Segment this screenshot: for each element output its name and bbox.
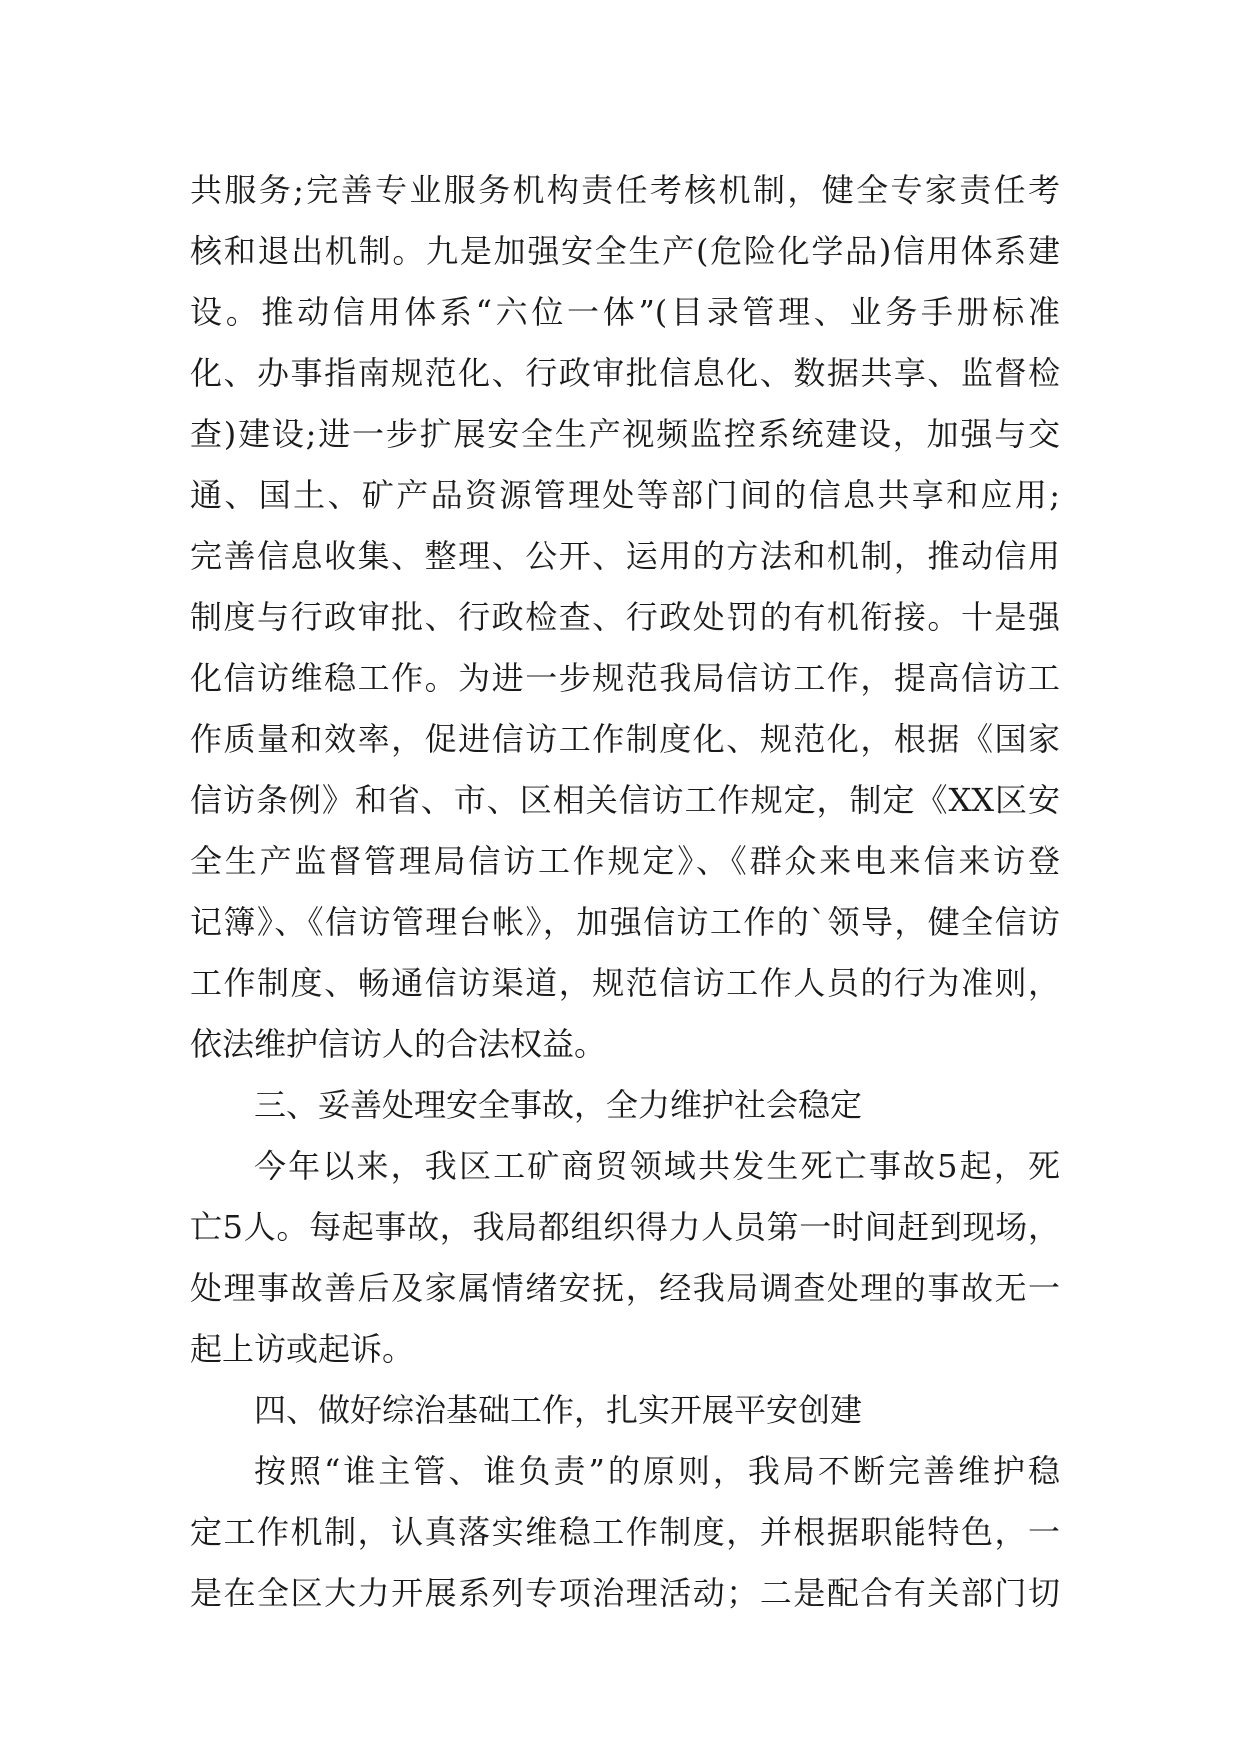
text-line: 设。推动信用体系“六位一体”(目录管理、业务手册标准 xyxy=(190,293,1060,331)
text-line: 核和退出机制。九是加强安全生产(危险化学品)信用体系建 xyxy=(190,232,1060,270)
text-line: 亡5人。每起事故，我局都组织得力人员第一时间赶到现场， xyxy=(190,1208,1060,1246)
paragraph-end-line: 起上访或起诉。 xyxy=(190,1330,415,1368)
text-line: 作质量和效率，促进信访工作制度化、规范化，根据《国家 xyxy=(190,720,1060,758)
text-line: 按照“谁主管、谁负责”的原则，我局不断完善维护稳 xyxy=(254,1452,1060,1490)
text-line: 通、国土、矿产品资源管理处等部门间的信息共享和应用; xyxy=(190,476,1060,514)
text-line: 共服务;完善专业服务机构责任考核机制，健全专家责任考 xyxy=(190,171,1060,209)
section-heading-3: 三、妥善处理安全事故，全力维护社会稳定 xyxy=(254,1086,863,1124)
text-line: 制度与行政审批、行政检查、行政处罚的有机衔接。十是强 xyxy=(190,598,1060,636)
document-body xyxy=(190,160,1060,1624)
text-line: 记簿》、《信访管理台帐》，加强信访工作的`领导，健全信访 xyxy=(190,903,1060,941)
text-line: 查)建设;进一步扩展安全生产视频监控系统建设，加强与交 xyxy=(190,415,1060,453)
text-line: 信访条例》和省、市、区相关信访工作规定，制定《XX区安 xyxy=(190,781,1060,819)
text-line: 化信访维稳工作。为进一步规范我局信访工作，提高信访工 xyxy=(190,659,1060,697)
text-line: 今年以来，我区工矿商贸领域共发生死亡事故5起，死 xyxy=(254,1147,1060,1185)
text-line: 全生产监督管理局信访工作规定》、《群众来电来信来访登 xyxy=(190,842,1060,880)
text-line: 完善信息收集、整理、公开、运用的方法和机制，推动信用 xyxy=(190,537,1060,575)
text-line: 处理事故善后及家属情绪安抚，经我局调查处理的事故无一 xyxy=(190,1269,1060,1307)
section-heading-4: 四、做好综治基础工作，扎实开展平安创建 xyxy=(254,1391,863,1429)
text-line: 工作制度、畅通信访渠道，规范信访工作人员的行为准则， xyxy=(190,964,1060,1002)
text-line: 化、办事指南规范化、行政审批信息化、数据共享、监督检 xyxy=(190,354,1060,392)
text-line: 是在全区大力开展系列专项治理活动；二是配合有关部门切 xyxy=(190,1574,1060,1612)
paragraph-end-line: 依法维护信访人的合法权益。 xyxy=(190,1025,607,1063)
text-line: 定工作机制，认真落实维稳工作制度，并根据职能特色，一 xyxy=(190,1513,1060,1551)
